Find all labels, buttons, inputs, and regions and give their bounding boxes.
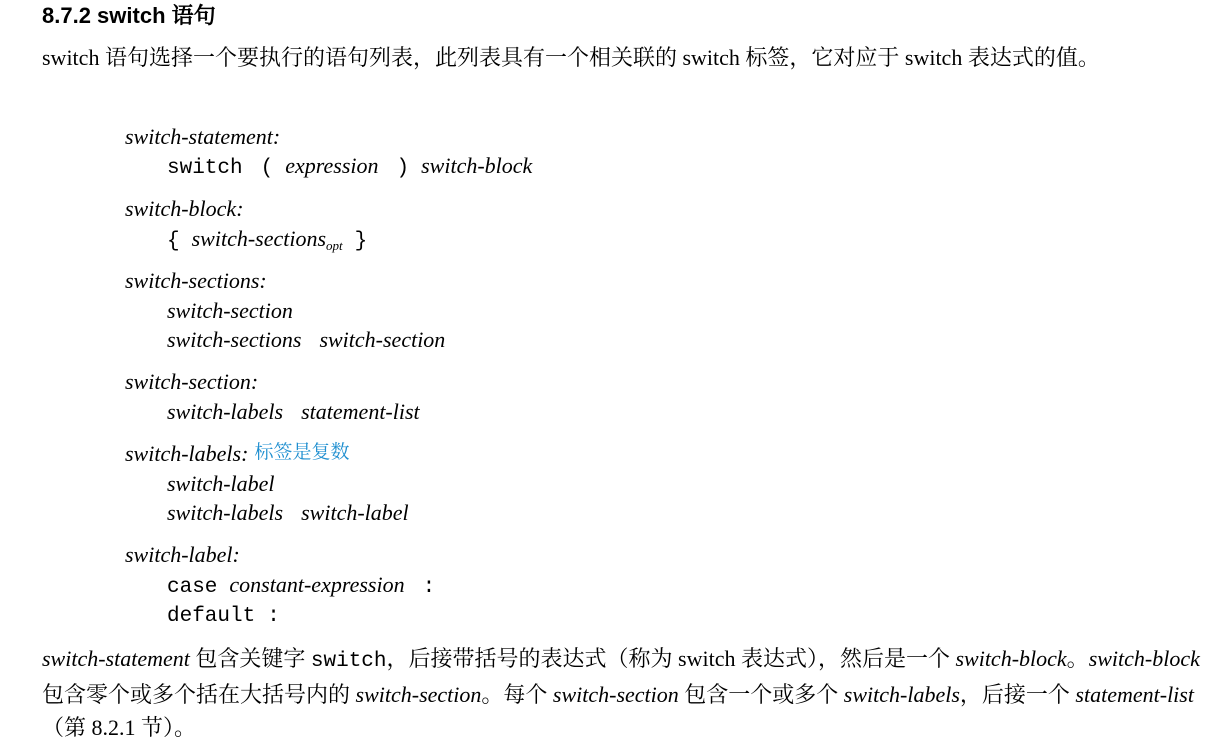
switch-label-term: switch-label [301, 500, 409, 525]
switch-section-term: switch-section [319, 327, 446, 352]
switch-sections-term: switch-sections [191, 226, 327, 251]
nonterminal-switch-label: switch-label: [125, 542, 240, 567]
text-segment: ，后接一个 [959, 682, 1076, 707]
keyword-case: case [167, 576, 218, 599]
term-statement-list: statement-list [1075, 682, 1194, 707]
rparen: ) [396, 157, 410, 180]
text-segment: 。每个 [481, 682, 553, 707]
statement-list-term: statement-list [301, 399, 420, 424]
keyword-switch-inline: switch [310, 650, 387, 673]
lbrace: { [167, 230, 180, 253]
term-switch-statement: switch-statement [42, 646, 190, 671]
rbrace: } [354, 230, 368, 253]
nonterminal-switch-labels [125, 441, 349, 468]
switch-block-term: switch-block [421, 153, 533, 178]
intro-paragraph: switch 语句选择一个要执行的语句列表，此列表具有一个相关联的 switch 标签，它对应于 switch 表达式的值。 [42, 45, 1100, 70]
expression-term: expression [285, 153, 379, 178]
rule-switch-labels-alt2 [167, 500, 409, 526]
nonterminal-switch-section: switch-section: [125, 369, 259, 394]
term-switch-section: switch-section [552, 682, 679, 707]
term-switch-labels: switch-labels [843, 682, 960, 707]
text-segment: 包含一个或多个 [678, 682, 844, 707]
rule-switch-sections-alt1: switch-section [167, 298, 293, 323]
rule-switch-section [167, 399, 420, 425]
term-switch-block: switch-block [955, 646, 1067, 671]
rule-switch-label-case [167, 572, 435, 601]
switch-sections-term: switch-sections [167, 327, 302, 352]
term-switch-block: switch-block [1088, 646, 1200, 671]
nonterminal-switch-block: switch-block: [125, 196, 244, 221]
text-segment: ，后接带括号的表达式（称为 switch 表达式），然后是一个 [386, 646, 956, 671]
switch-labels-term: switch-labels [167, 500, 284, 525]
keyword-switch: switch [167, 157, 243, 180]
switch-labels-name: switch-labels: [125, 441, 249, 466]
rule-switch-statement [167, 153, 532, 182]
switch-labels-term: switch-labels [167, 399, 284, 424]
constant-expression-term: constant-expression [229, 572, 405, 597]
rule-switch-labels-alt1: switch-label [167, 471, 275, 496]
term-switch-section: switch-section [355, 682, 482, 707]
section-heading: 8.7.2 switch 语句 [42, 3, 216, 28]
text-segment: 包含关键字 [189, 646, 311, 671]
lparen: ( [260, 157, 274, 180]
rule-switch-sections-alt2 [167, 327, 445, 353]
text-segment: 包含零个或多个括在大括号内的 [42, 682, 356, 707]
colon: : [422, 576, 436, 599]
text-segment: （第 8.2.1 节）。 [42, 715, 197, 740]
annotation-note: 标签是复数 [254, 441, 350, 463]
keyword-default: default [167, 605, 256, 628]
rule-switch-block [167, 226, 367, 259]
colon: : [267, 605, 280, 628]
explanation-paragraph [42, 642, 1202, 744]
nonterminal-switch-sections: switch-sections: [125, 268, 267, 293]
opt-subscript: opt [326, 238, 343, 253]
text-segment: 。 [1066, 646, 1089, 671]
rule-switch-label-default [167, 601, 280, 630]
nonterminal-switch-statement: switch-statement: [125, 124, 281, 149]
